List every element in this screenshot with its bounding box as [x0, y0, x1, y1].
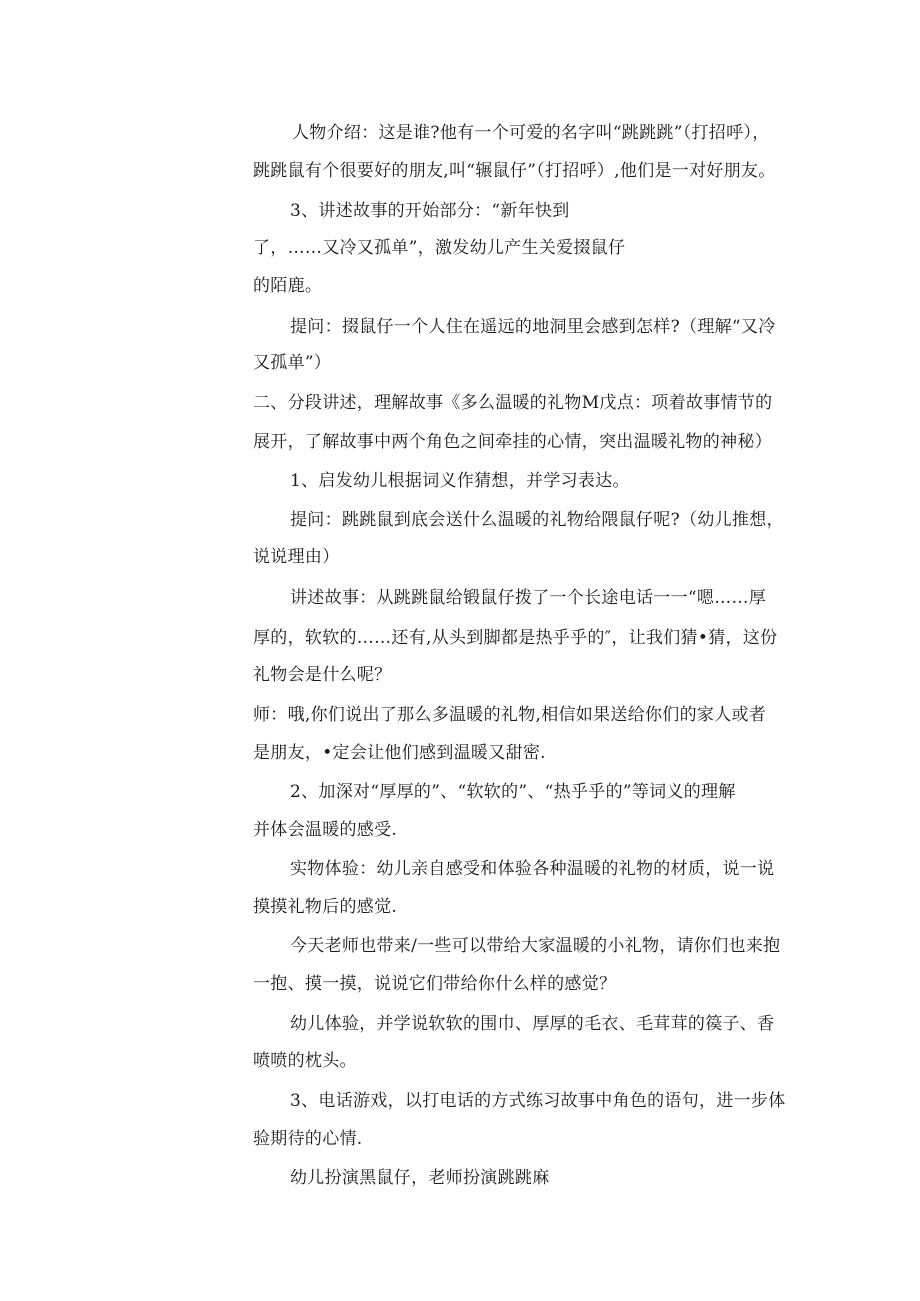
text-line: 说说理由） — [253, 547, 340, 567]
text-line: 并体会温暖的感受. — [253, 820, 398, 840]
text-line: 礼物会是什么呢？ — [253, 665, 392, 685]
section-item-1: 1、启发幼儿根据词义作猜想，并学习表达。 — [290, 471, 630, 491]
text-line: 的陌鹿。 — [253, 276, 323, 296]
section-item-2: 2、加深对“厚厚的”、“软软的”、“热乎乎的”等词义的理解 — [290, 782, 736, 802]
text-line: 又孤单”） — [253, 353, 332, 373]
text-line: 展开，了解故事中两个角色之间牵挂的心情，突出温暖礼物的神秘） — [253, 432, 772, 452]
text-line: 喷喷的枕头。 — [253, 1051, 357, 1071]
text-line: 了，……又冷又孤单”，激发幼儿产生关爱掇鼠仔 — [253, 238, 626, 258]
text-line: 实物体验：幼儿亲自感受和体验各种温暖的礼物的材质，说一说 — [290, 859, 775, 879]
text-line: 人物介绍：这是谁?他有一个可爱的名字叫“跳跳跳”（打招呼）， — [292, 123, 770, 143]
section-item-3: 3、讲述故事的开始部分：“新年快到 — [290, 201, 570, 221]
text-line: 今天老师也带来/一些可以带给大家温暖的小礼物，请你们也来抱 — [290, 936, 781, 956]
text-line: 幼儿体验，并学说软软的围巾、厚厚的毛衣、毛茸茸的篌子、香 — [290, 1014, 775, 1034]
text-line: 跳跳鼠有个很要好的朋友,叫“辗鼠仔”（打招呼）,他们是一对好朋友。 — [253, 161, 776, 181]
text-line: 提问：跳跳鼠到底会送什么温暖的礼物给隈鼠仔呢?（幼儿推想， — [290, 510, 784, 530]
text-line: 讲述故事：从跳跳鼠给锻鼠仔拨了一个长途电话一一“嗯……厚 — [290, 588, 767, 608]
section-item-3: 3、电话游戏，以打电话的方式练习故事中角色的语句，进一步体 — [290, 1091, 786, 1111]
text-line: 厚的，软软的……还有,从头到脚都是热乎乎的″，让我们猜•猜，这份 — [253, 628, 778, 648]
text-line: 提问：掇鼠仔一个人住在遥远的地洞里会感到怎样?（理解“又冷 — [290, 317, 776, 337]
text-line: 验期待的心情. — [253, 1129, 363, 1149]
text-line: 幼儿扮演黑鼠仔，老师扮演跳跳麻 — [290, 1168, 550, 1188]
section-heading: 二、分段讲述，理解故事《多么温暖的礼物M戊点：项着故事情节的 — [253, 393, 773, 413]
text-line: 一抱、摸一摸，说说它们带给你什么样的感觉？ — [253, 974, 617, 994]
text-line: 师：哦,你们说出了那么多温暖的礼物,相信如果送给你们的家人或者 — [253, 705, 767, 725]
text-line: 摸摸礼物后的感觉. — [253, 897, 398, 917]
text-line: 是朋友，•定会让他们感到温暖又甜密. — [253, 743, 546, 763]
